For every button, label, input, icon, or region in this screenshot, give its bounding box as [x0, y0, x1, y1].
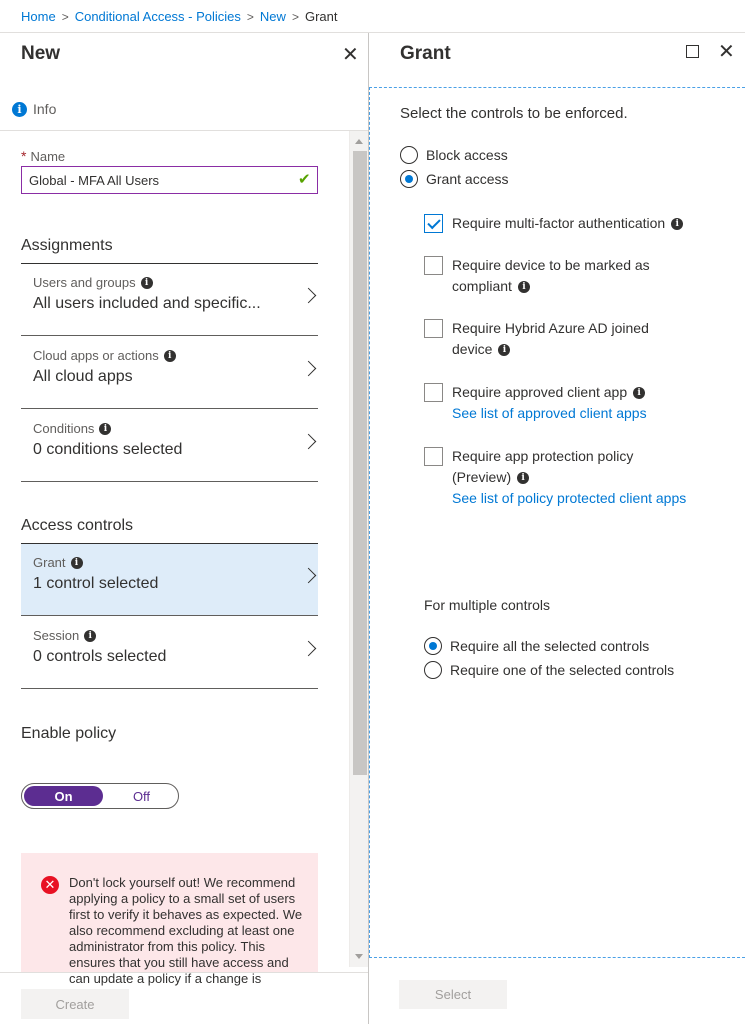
- scrollbar-thumb[interactable]: [353, 151, 367, 775]
- scroll-up-icon[interactable]: [355, 139, 363, 144]
- item-value: All cloud apps: [33, 368, 133, 385]
- toggle-off-option[interactable]: Off: [132, 788, 151, 804]
- checkbox[interactable]: [424, 256, 443, 275]
- assignments-heading: Assignments: [21, 237, 113, 254]
- grant-blade-footer: [369, 959, 745, 1024]
- item-value: 1 control selected: [33, 575, 159, 592]
- protected-apps-link[interactable]: See list of policy protected client apps: [452, 490, 687, 506]
- session-item[interactable]: [21, 617, 318, 689]
- require-mfa-control[interactable]: [424, 213, 683, 234]
- multiple-controls-heading: For multiple controls: [424, 597, 551, 613]
- radio-button[interactable]: [400, 170, 418, 188]
- users-and-groups-item[interactable]: [21, 264, 318, 336]
- close-icon[interactable]: ✕: [342, 44, 359, 66]
- require-all-radio[interactable]: [424, 637, 649, 655]
- require-one-radio[interactable]: [424, 661, 674, 679]
- select-button[interactable]: Select: [399, 980, 507, 1009]
- info-icon: i: [671, 218, 683, 230]
- item-value: 0 conditions selected: [33, 441, 183, 458]
- control-label: Require multi-factor authentication: [452, 215, 666, 231]
- info-icon: i: [141, 277, 153, 289]
- name-label: * Name: [21, 148, 66, 164]
- item-label: Cloud apps or actions i: [33, 348, 318, 363]
- info-label: Info: [33, 101, 57, 117]
- cloud-apps-item[interactable]: [21, 337, 318, 409]
- chevron-right-icon: [301, 641, 317, 657]
- scroll-down-icon[interactable]: [355, 954, 363, 959]
- new-blade-content: [0, 131, 368, 986]
- grant-item[interactable]: [21, 544, 318, 616]
- item-label: Conditions i: [33, 421, 318, 436]
- info-icon: i: [12, 102, 27, 117]
- breadcrumb-current: Grant: [304, 9, 338, 24]
- breadcrumb: [0, 0, 745, 33]
- error-icon: ✕: [41, 876, 59, 894]
- control-label: Require approved client app: [452, 384, 628, 400]
- info-icon: i: [517, 472, 529, 484]
- grant-access-radio[interactable]: [400, 170, 508, 188]
- info-icon: i: [633, 387, 645, 399]
- info-icon: i: [71, 557, 83, 569]
- item-value: 0 controls selected: [33, 648, 167, 665]
- info-icon: i: [498, 344, 510, 356]
- info-icon: i: [99, 423, 111, 435]
- require-approved-app-control[interactable]: [424, 382, 647, 424]
- new-policy-blade: [0, 33, 369, 1024]
- control-label: compliant: [452, 278, 512, 294]
- breadcrumb-separator: >: [291, 10, 299, 24]
- approved-apps-link[interactable]: See list of approved client apps: [452, 405, 647, 421]
- control-label: Require app protection policy: [452, 448, 634, 464]
- block-access-radio[interactable]: [400, 146, 508, 164]
- require-app-protection-control[interactable]: [424, 446, 686, 509]
- checkbox[interactable]: [424, 319, 443, 338]
- grant-blade-title: Grant: [400, 43, 451, 64]
- instruction-text: Select the controls to be enforced.: [400, 105, 628, 122]
- item-label: Users and groups i: [33, 275, 318, 290]
- scrollbar[interactable]: [349, 131, 368, 967]
- breadcrumb-separator: >: [246, 10, 254, 24]
- chevron-right-icon: [301, 568, 317, 584]
- checkbox[interactable]: [424, 447, 443, 466]
- radio-label: Require all the selected controls: [450, 638, 650, 654]
- item-value: All users included and specific...: [33, 295, 261, 312]
- conditions-item[interactable]: [21, 410, 318, 482]
- item-label: Grant i: [33, 555, 318, 570]
- control-label: device: [452, 341, 493, 357]
- new-blade-title: New: [21, 43, 61, 64]
- new-blade-footer: [0, 972, 368, 1024]
- enable-policy-label: Enable policy: [21, 725, 117, 742]
- radio-label: Require one of the selected controls: [450, 662, 675, 678]
- grant-blade: [369, 33, 745, 1024]
- control-label: Require device to be marked as: [452, 257, 650, 273]
- breadcrumb-new[interactable]: New: [259, 9, 286, 24]
- breadcrumb-home[interactable]: Home: [21, 9, 56, 24]
- radio-label: Grant access: [426, 171, 509, 187]
- breadcrumb-policies[interactable]: Conditional Access - Policies: [74, 9, 241, 24]
- toggle-on-option[interactable]: On: [24, 786, 103, 806]
- chevron-right-icon: [301, 434, 317, 450]
- chevron-right-icon: [301, 288, 317, 304]
- radio-button[interactable]: [400, 146, 418, 164]
- item-label: Session i: [33, 628, 318, 643]
- info-icon: i: [518, 281, 530, 293]
- chevron-right-icon: [301, 361, 317, 377]
- radio-label: Block access: [426, 147, 508, 163]
- radio-button[interactable]: [424, 637, 442, 655]
- require-compliant-device-control[interactable]: [424, 255, 650, 297]
- info-tab[interactable]: [12, 101, 56, 117]
- radio-button[interactable]: [424, 661, 442, 679]
- access-controls-heading: Access controls: [21, 517, 134, 534]
- control-label: Require Hybrid Azure AD joined: [452, 320, 649, 336]
- require-hybrid-joined-control[interactable]: [424, 318, 649, 360]
- warning-text: Don't lock yourself out! We recommend applying a policy to a small set of users first to verify it behaves as expected. We also recommend excluding at least one administrator from this policy. This ensures that you still have access and can update a policy if a change is: [69, 875, 303, 986]
- info-icon: i: [164, 350, 176, 362]
- lockout-warning: [21, 853, 318, 986]
- control-label: (Preview): [452, 469, 512, 485]
- policy-name-input[interactable]: [21, 166, 318, 194]
- checkbox[interactable]: [424, 214, 443, 233]
- create-button[interactable]: Create: [21, 989, 129, 1019]
- breadcrumb-separator: >: [61, 10, 69, 24]
- info-icon: i: [84, 630, 96, 642]
- close-icon[interactable]: ✕: [718, 41, 735, 63]
- checkbox[interactable]: [424, 383, 443, 402]
- enable-policy-toggle[interactable]: [21, 783, 179, 809]
- maximize-icon[interactable]: [686, 45, 699, 58]
- checkmark-icon: ✔: [298, 171, 311, 188]
